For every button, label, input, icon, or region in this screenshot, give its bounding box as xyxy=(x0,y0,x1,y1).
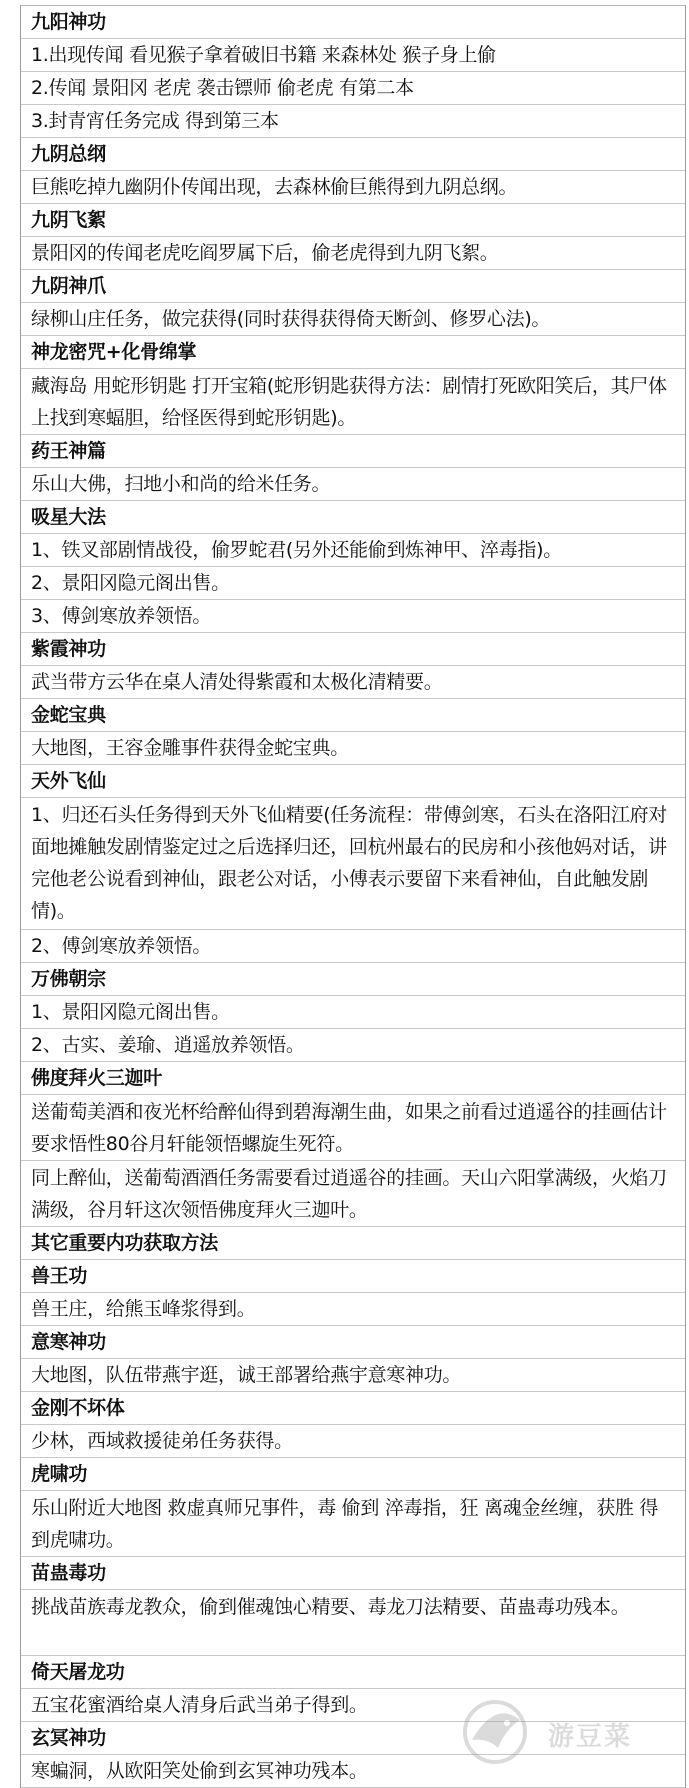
section-entry xyxy=(21,303,685,336)
entry-text: 绿柳山庄任务，做完获得(同时获得获得倚天断剑、修罗心法)。 xyxy=(31,308,551,330)
heading-text: 佛度拜火三迦叶 xyxy=(31,1067,162,1089)
entry-text: 2、古实、姜瑜、逍遥放养领悟。 xyxy=(31,1034,305,1056)
entry-text: 同上醉仙，送葡萄酒酒任务需要看过逍遥谷的挂画。天山六阳掌满级，火焰刀满级，谷月轩这次领悟佛度拜火三迦叶。 xyxy=(31,1167,667,1221)
entry-text: 大地图，王容金雕事件获得金蛇宝典。 xyxy=(31,737,349,759)
guide-table xyxy=(20,5,686,1788)
heading-text: 金刚不坏体 xyxy=(31,1397,125,1419)
section-entry xyxy=(21,1161,685,1227)
entry-text: 2、傅剑寒放养领悟。 xyxy=(31,935,212,957)
section-entry xyxy=(21,1029,685,1062)
section-entry xyxy=(21,1755,685,1788)
section-entry xyxy=(21,666,685,699)
entry-text: 兽王庄，给熊玉峰浆得到。 xyxy=(31,1298,256,1320)
section-entry xyxy=(21,600,685,633)
section-heading xyxy=(21,633,685,666)
section-entry xyxy=(21,1359,685,1392)
heading-text: 意寒神功 xyxy=(31,1331,106,1353)
section-heading xyxy=(21,1557,685,1590)
entry-text: 寒蝙洞，从欧阳笑处偷到玄冥神功残本。 xyxy=(31,1760,368,1782)
entry-text: 3、傅剑寒放养领悟。 xyxy=(31,605,212,627)
section-entry xyxy=(21,1491,685,1557)
entry-text: 乐山附近大地图 救虚真师兄事件，毒 偷到 淬毒指，狂 离魂金丝缠，获胜 得到虎啸功。 xyxy=(31,1497,659,1551)
heading-text: 紫霞神功 xyxy=(31,638,106,660)
entry-text: 景阳冈的传闻老虎吃阎罗属下后，偷老虎得到九阴飞絮。 xyxy=(31,242,499,264)
heading-text: 虎啸功 xyxy=(31,1463,88,1485)
section-entry xyxy=(21,72,685,105)
heading-text: 倚天屠龙功 xyxy=(31,1661,125,1683)
heading-text: 苗蛊毒功 xyxy=(31,1562,106,1584)
section-heading xyxy=(21,765,685,798)
entry-text: 巨熊吃掉九幽阴仆传闻出现，去森林偷巨熊得到九阴总纲。 xyxy=(31,176,518,198)
heading-text: 九阴总纲 xyxy=(31,143,106,165)
section-entry xyxy=(21,1590,685,1656)
section-entry xyxy=(21,1425,685,1458)
heading-text: 兽王功 xyxy=(31,1265,88,1287)
section-heading xyxy=(21,1062,685,1095)
section-heading xyxy=(21,270,685,303)
heading-text: 九阴飞絮 xyxy=(31,209,106,231)
entry-text: 大地图，队伍带燕宇逛，诚王部署给燕宇意寒神功。 xyxy=(31,1364,462,1386)
section-entry xyxy=(21,468,685,501)
heading-text: 九阳神功 xyxy=(31,11,106,33)
section-entry xyxy=(21,1689,685,1722)
section-heading xyxy=(21,138,685,171)
entry-text: 3.封青宵任务完成 得到第三本 xyxy=(31,110,279,132)
section-heading xyxy=(21,1656,685,1689)
heading-text: 其它重要内功获取方法 xyxy=(31,1232,219,1254)
entry-text: 藏海岛 用蛇形钥匙 打开宝箱(蛇形钥匙获得方法：剧情打死欧阳笑后，其尸体上找到寒蝠胆，给怪医得到蛇形钥匙)。 xyxy=(31,375,667,429)
entry-text: 少林，西域救援徒弟任务获得。 xyxy=(31,1430,293,1452)
heading-text: 神龙密咒+化骨绵掌 xyxy=(31,341,197,363)
section-heading xyxy=(21,1326,685,1359)
entry-text: 2、景阳冈隐元阁出售。 xyxy=(31,572,230,594)
entry-text: 1、归还石头任务得到天外飞仙精要(任务流程：带傅剑寒，石头在洛阳江府对面地摊触发剧情鉴定过之后选择归还，回杭州最右的民房和小孩他妈对话，讲完他老公说看到神仙，跟老公对话，小傅表示要留下来看神仙，自此触发剧情)。 xyxy=(31,804,668,922)
section-heading xyxy=(21,1458,685,1491)
section-entry xyxy=(21,237,685,270)
heading-text: 金蛇宝典 xyxy=(31,704,106,726)
entry-text: 乐山大佛，扫地小和尚的给米任务。 xyxy=(31,473,331,495)
heading-text: 九阴神爪 xyxy=(31,275,106,297)
entry-text: 1.出现传闻 看见猴子拿着破旧书籍 来森林处 猴子身上偷 xyxy=(31,44,496,66)
section-heading xyxy=(21,1392,685,1425)
heading-text: 天外飞仙 xyxy=(31,770,106,792)
entry-text: 武当带方云华在桌人清处得紫霞和太极化清精要。 xyxy=(31,671,443,693)
entry-text: 五宝花蜜酒给桌人清身后武当弟子得到。 xyxy=(31,1694,368,1716)
section-heading xyxy=(21,1722,685,1755)
section-heading xyxy=(21,1227,685,1260)
entry-text: 1、铁叉部剧情战役，偷罗蛇君(另外还能偷到炼神甲、淬毒指)。 xyxy=(31,539,562,561)
section-heading xyxy=(21,6,685,39)
section-heading xyxy=(21,699,685,732)
section-entry xyxy=(21,1293,685,1326)
section-entry xyxy=(21,798,685,930)
heading-text: 药王神篇 xyxy=(31,440,106,462)
section-entry xyxy=(21,732,685,765)
section-entry xyxy=(21,1095,685,1161)
section-entry xyxy=(21,534,685,567)
section-entry xyxy=(21,930,685,963)
section-entry xyxy=(21,105,685,138)
section-heading xyxy=(21,336,685,369)
section-entry xyxy=(21,39,685,72)
section-entry xyxy=(21,171,685,204)
heading-text: 玄冥神功 xyxy=(31,1727,106,1749)
entry-text: 送葡萄美酒和夜光杯给醉仙得到碧海潮生曲，如果之前看过逍遥谷的挂画估计要求悟性80谷月轩能领悟螺旋生死符。 xyxy=(31,1101,667,1155)
section-heading xyxy=(21,501,685,534)
entry-text: 1、景阳冈隐元阁出售。 xyxy=(31,1001,230,1023)
section-heading xyxy=(21,204,685,237)
heading-text: 万佛朝宗 xyxy=(31,968,106,990)
section-entry xyxy=(21,369,685,435)
heading-text: 吸星大法 xyxy=(31,506,106,528)
section-entry xyxy=(21,567,685,600)
section-heading xyxy=(21,963,685,996)
entry-text: 2.传闻 景阳冈 老虎 袭击镖师 偷老虎 有第二本 xyxy=(31,77,414,99)
section-entry xyxy=(21,996,685,1029)
entry-text: 挑战苗族毒龙教众，偷到催魂蚀心精要、毒龙刀法精要、苗蛊毒功残本。 xyxy=(31,1596,630,1618)
watermark-text: 游豆菜 xyxy=(548,1722,633,1752)
section-heading xyxy=(21,435,685,468)
section-heading xyxy=(21,1260,685,1293)
